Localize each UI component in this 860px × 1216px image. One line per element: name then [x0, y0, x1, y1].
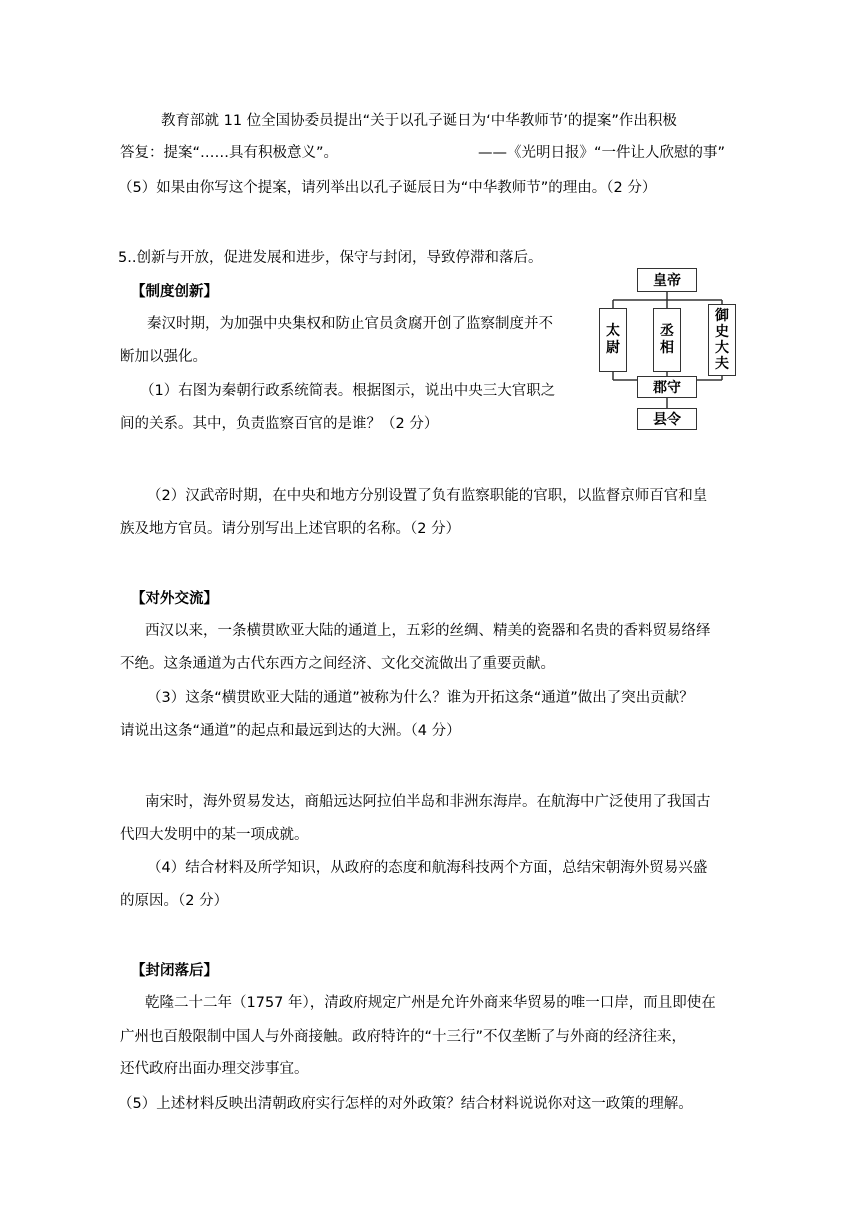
- question-4: （4）结合材料及所学知识，从政府的态度和航海科技两个方面，总结宋朝海外贸易兴盛: [147, 860, 708, 876]
- item-5-heading: 5..创新与开放，促进发展和进步，保守与封闭，导致停滞和落后。: [118, 250, 543, 266]
- section-title-foreign-exchange: 【对外交流】: [131, 591, 218, 607]
- box-char: 丞: [660, 323, 674, 339]
- chengxiang-box: [653, 308, 681, 372]
- junshou-box: 郡守: [637, 376, 697, 398]
- qin-administration-diagram: [591, 262, 743, 432]
- paragraph-line: 乾隆二十二年（1757 年），清政府规定广州是允许外商来华贸易的唯一口岸，而且即使在: [145, 995, 716, 1011]
- xianling-box: 县令: [637, 408, 697, 430]
- question-2: （2）汉武帝时期，在中央和地方分别设置了负有监察职能的官职，以监督京师百官和皇: [147, 488, 708, 504]
- paragraph-line: 广州也百般限制中国人与外商接触。政府特许的“十三行”不仅垄断了与外商的经济往来，: [120, 1029, 687, 1045]
- question-5a: （5）如果由你写这个提案，请列举出以孔子诞辰日为“中华教师节”的理由。（2 分）: [118, 180, 657, 196]
- paragraph-line: 秦汉时期，为加强中央集权和防止官员贪腐开创了监察制度并不: [147, 316, 553, 332]
- paragraph-line: 西汉以来，一条横贯欧亚大陆的通道上，五彩的丝绸、精美的瓷器和名贵的香料贸易络绎: [145, 623, 711, 639]
- paragraph-line: 不绝。这条通道为古代东西方之间经济、文化交流做出了重要贡献。: [120, 656, 555, 672]
- yushidafu-box: [708, 304, 736, 376]
- emperor-box: 皇帝: [637, 268, 697, 292]
- paragraph-line: 答复：提案“……具有积极意义”。: [120, 145, 339, 161]
- taiwei-box: [599, 308, 627, 372]
- box-char: 大: [715, 340, 729, 356]
- paragraph-line: 教育部就 11 位全国协委员提出“关于以孔子诞日为‘中华教师节’的提案”作出积极: [161, 113, 677, 129]
- paragraph-line: 南宋时，海外贸易发达，商船远达阿拉伯半岛和非洲东海岸。在航海中广泛使用了我国古: [145, 794, 711, 810]
- question-4: 的原因。（2 分）: [120, 893, 229, 909]
- paragraph-line: 断加以强化。: [120, 349, 207, 365]
- question-2: 族及地方官员。请分别写出上述官职的名称。（2 分）: [120, 521, 461, 537]
- box-char: 史: [715, 324, 729, 340]
- paragraph-line: 代四大发明中的某一项成就。: [120, 827, 309, 843]
- question-1: 间的关系。其中，负责监察百官的是谁？（2 分）: [120, 416, 439, 432]
- question-1: （1）右图为秦朝行政系统简表。根据图示，说出中央三大官职之: [140, 383, 556, 399]
- source-citation: ——《光明日报》“一件让人欣慰的事”: [478, 145, 726, 161]
- section-title-institutional-innovation: 【制度创新】: [131, 284, 218, 300]
- question-5b: （5）上述材料反映出清朝政府实行怎样的对外政策？结合材料说说你对这一政策的理解。: [118, 1096, 693, 1112]
- box-char: 御: [715, 308, 729, 324]
- box-char: 尉: [606, 340, 620, 356]
- question-3: 请说出这条“通道”的起点和最远到达的大洲。（4 分）: [120, 723, 461, 739]
- paragraph-line: 还代政府出面办理交涉事宜。: [120, 1061, 309, 1077]
- section-title-closed-backward: 【封闭落后】: [131, 963, 218, 979]
- box-char: 相: [660, 340, 674, 356]
- question-3: （3）这条“横贯欧亚大陆的通道”被称为什么？谁为开拓这条“通道”做出了突出贡献？: [147, 690, 694, 706]
- box-char: 太: [606, 323, 620, 339]
- box-char: 夫: [715, 356, 729, 372]
